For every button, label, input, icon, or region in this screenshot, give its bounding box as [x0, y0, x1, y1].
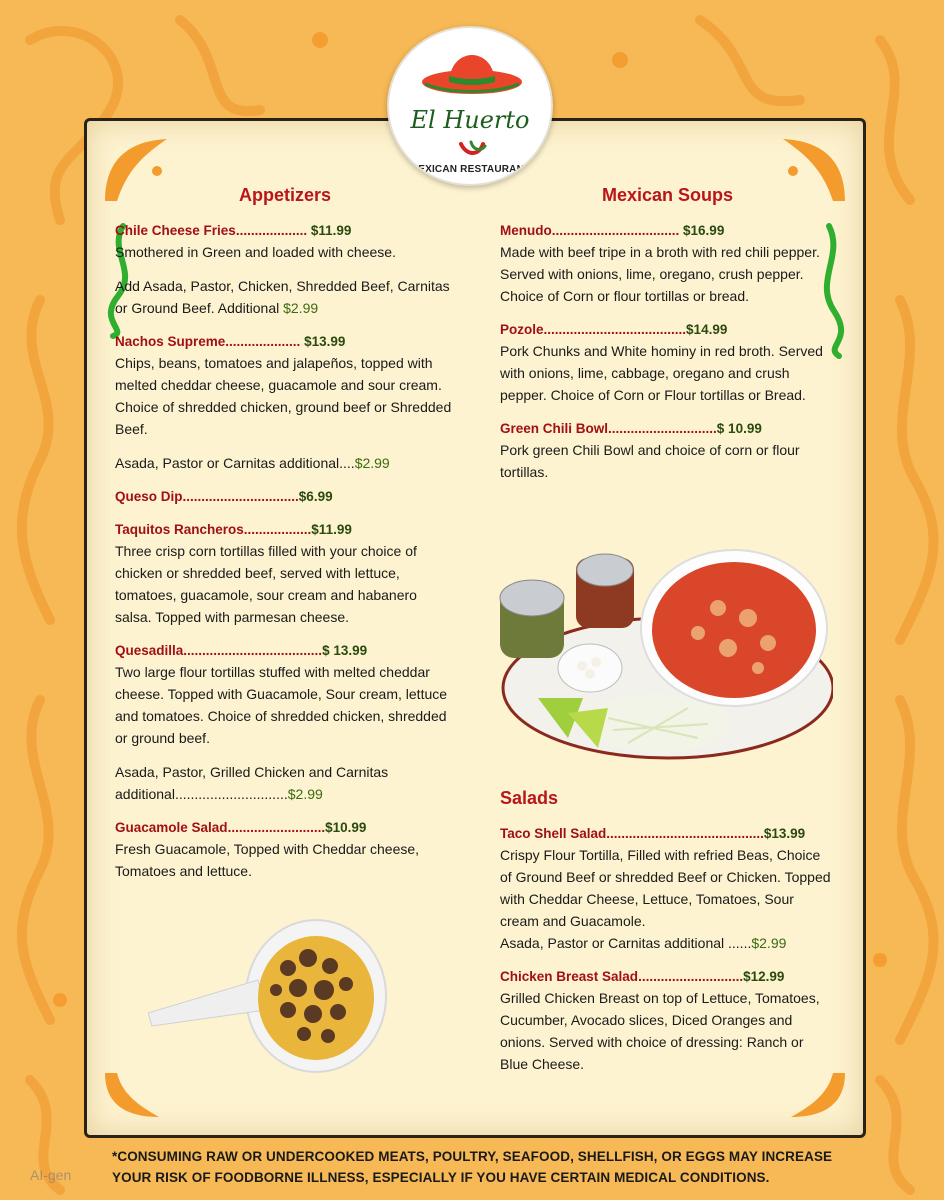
- menu-item: [115, 486, 455, 507]
- item-description: Grilled Chicken Breast on top of Lettuce, Tomatoes, Cucumber, Avocado slices, Diced Oranges and onions. Served with choice of dressing: Ranch or Blue Cheese.: [500, 990, 820, 1072]
- food-safety-disclaimer: *CONSUMING RAW OR UNDERCOOKED MEATS, POULTRY, SEAFOOD, SHELLFISH, OR EGGS MAY INCREASE YOUR RISK OF FOODBORNE ILLNESS, ESPECIALLY IF YOU HAVE CERTAIN MEDICAL CONDITIONS.: [112, 1149, 833, 1185]
- item-description: Pork Chunks and White hominy in red broth. Served with onions, lime, cabbage, oregano and crush pepper. Choice of Corn or Flour tortillas or Bread.: [500, 343, 823, 403]
- item-name: Nachos Supreme: [115, 334, 226, 349]
- menu-item: [115, 640, 455, 749]
- menu-item: [115, 519, 455, 628]
- item-description: Pork green Chili Bowl and choice of corn or flour tortillas.: [500, 442, 800, 480]
- note-price: $2.99: [283, 300, 319, 316]
- item-price: $13.99: [763, 826, 806, 841]
- note-price: $2.99: [287, 786, 323, 802]
- item-leader-dots: .....................................: [183, 643, 323, 658]
- item-description: Made with beef tripe in a broth with red chili pepper. Served with onions, lime, oregano, crush pepper. Choice of Corn or flour tortillas or bread.: [500, 244, 820, 304]
- item-price: $13.99: [304, 334, 346, 349]
- note-text: Add Asada, Pastor, Chicken, Shredded Beef, Carnitas or Ground Beef. Additional: [115, 278, 450, 316]
- item-leader-dots: .............................: [608, 421, 717, 436]
- item-name: Taco Shell Salad: [500, 826, 607, 841]
- menu-item: [115, 817, 455, 882]
- item-description: Smothered in Green and loaded with cheese.: [115, 244, 396, 260]
- logo-name: El Huerto: [410, 106, 530, 134]
- item-name: Green Chili Bowl: [500, 421, 609, 436]
- soups-title: Mexican Soups: [601, 185, 734, 205]
- note-text: Asada, Pastor or Carnitas additional ......: [500, 935, 752, 951]
- soups-column: [500, 185, 835, 495]
- note-price: $2.99: [751, 935, 787, 951]
- item-name: Guacamole Salad: [115, 820, 228, 835]
- menu-item: [500, 220, 835, 307]
- item-price: $12.99: [743, 969, 785, 984]
- item-price: $ 13.99: [322, 643, 368, 658]
- item-price: $11.99: [310, 223, 352, 238]
- salads-column: [500, 788, 835, 1087]
- menu-item: [115, 220, 455, 263]
- item-leader-dots: ...............................: [182, 489, 299, 504]
- sombrero-icon: [419, 36, 525, 98]
- item-name: Taquitos Rancheros: [115, 522, 244, 537]
- item-description: Crispy Flour Tortilla, Filled with refried Beas, Choice of Ground Beef or shredded Beef or Chicken. Topped with Cheddar Cheese, Lettuce, Tomatoes, Sour cream and Guacamole.: [500, 847, 831, 929]
- item-leader-dots: ..................: [243, 522, 312, 537]
- item-name: Menudo: [500, 223, 552, 238]
- add-on-note: [115, 452, 455, 474]
- appetizers-title: Appetizers: [238, 185, 332, 205]
- item-name: Chile Cheese Fries: [115, 223, 236, 238]
- note-price: $2.99: [354, 455, 390, 471]
- note-text: Asada, Pastor or Carnitas additional....: [115, 455, 355, 471]
- item-name: Quesadilla: [115, 643, 184, 658]
- item-price: $ 10.99: [716, 421, 762, 436]
- logo-subtitle: MEXICAN RESTAURANT: [409, 164, 531, 175]
- add-on-note: [115, 275, 455, 319]
- restaurant-logo: [387, 26, 553, 186]
- item-price: $10.99: [325, 820, 367, 835]
- watermark: AI-gen: [30, 1167, 72, 1183]
- chile-cheese-fries-photo: [148, 918, 388, 1088]
- appetizers-column: [115, 185, 455, 894]
- item-leader-dots: ..........................: [227, 820, 326, 835]
- item-price: $11.99: [311, 522, 352, 537]
- item-leader-dots: ..................................: [551, 223, 680, 238]
- item-leader-dots: ...................: [235, 223, 308, 238]
- add-on-note: [115, 761, 455, 805]
- item-leader-dots: ....................: [225, 334, 301, 349]
- menu-item: [500, 319, 835, 406]
- chili-pepper-icon: [457, 138, 487, 158]
- add-on-note: [500, 932, 835, 954]
- item-leader-dots: ............................: [638, 969, 744, 984]
- item-price: $16.99: [679, 223, 725, 238]
- item-price: $14.99: [686, 322, 728, 337]
- item-description: Three crisp corn tortillas filled with your choice of chicken or shredded beef, served with lettuce, tomatoes, guacamole, sour cream and habanero salsa. Topped with parmesan cheese.: [115, 543, 417, 625]
- salads-title: Salads: [500, 788, 559, 808]
- item-description: Two large flour tortillas stuffed with melted cheddar cheese. Topped with Guacamole, Sour cream, lettuce and tomatoes. Choice of shredded chicken, shredded or ground beef.: [115, 664, 448, 746]
- menu-item: [500, 418, 835, 483]
- item-name: Chicken Breast Salad: [500, 969, 639, 984]
- item-price: $6.99: [298, 489, 333, 504]
- menu-item: [115, 331, 455, 440]
- item-leader-dots: ......................................: [543, 322, 687, 337]
- menu-item: [500, 823, 835, 954]
- menu-item: [500, 966, 835, 1075]
- item-description: Fresh Guacamole, Topped with Cheddar cheese, Tomatoes and lettuce.: [115, 841, 420, 879]
- note-text: Asada, Pastor, Grilled Chicken and Carnitas additional.............................: [115, 764, 389, 802]
- menudo-soup-photo: [498, 548, 833, 770]
- item-leader-dots: ..........................................: [606, 826, 764, 841]
- item-name: Pozole: [500, 322, 544, 337]
- item-description: Chips, beans, tomatoes and jalapeños, topped with melted cheddar cheese, guacamole and sour cream. Choice of shredded chicken, ground beef or Shredded Beef.: [115, 355, 452, 437]
- item-name: Queso Dip: [115, 489, 183, 504]
